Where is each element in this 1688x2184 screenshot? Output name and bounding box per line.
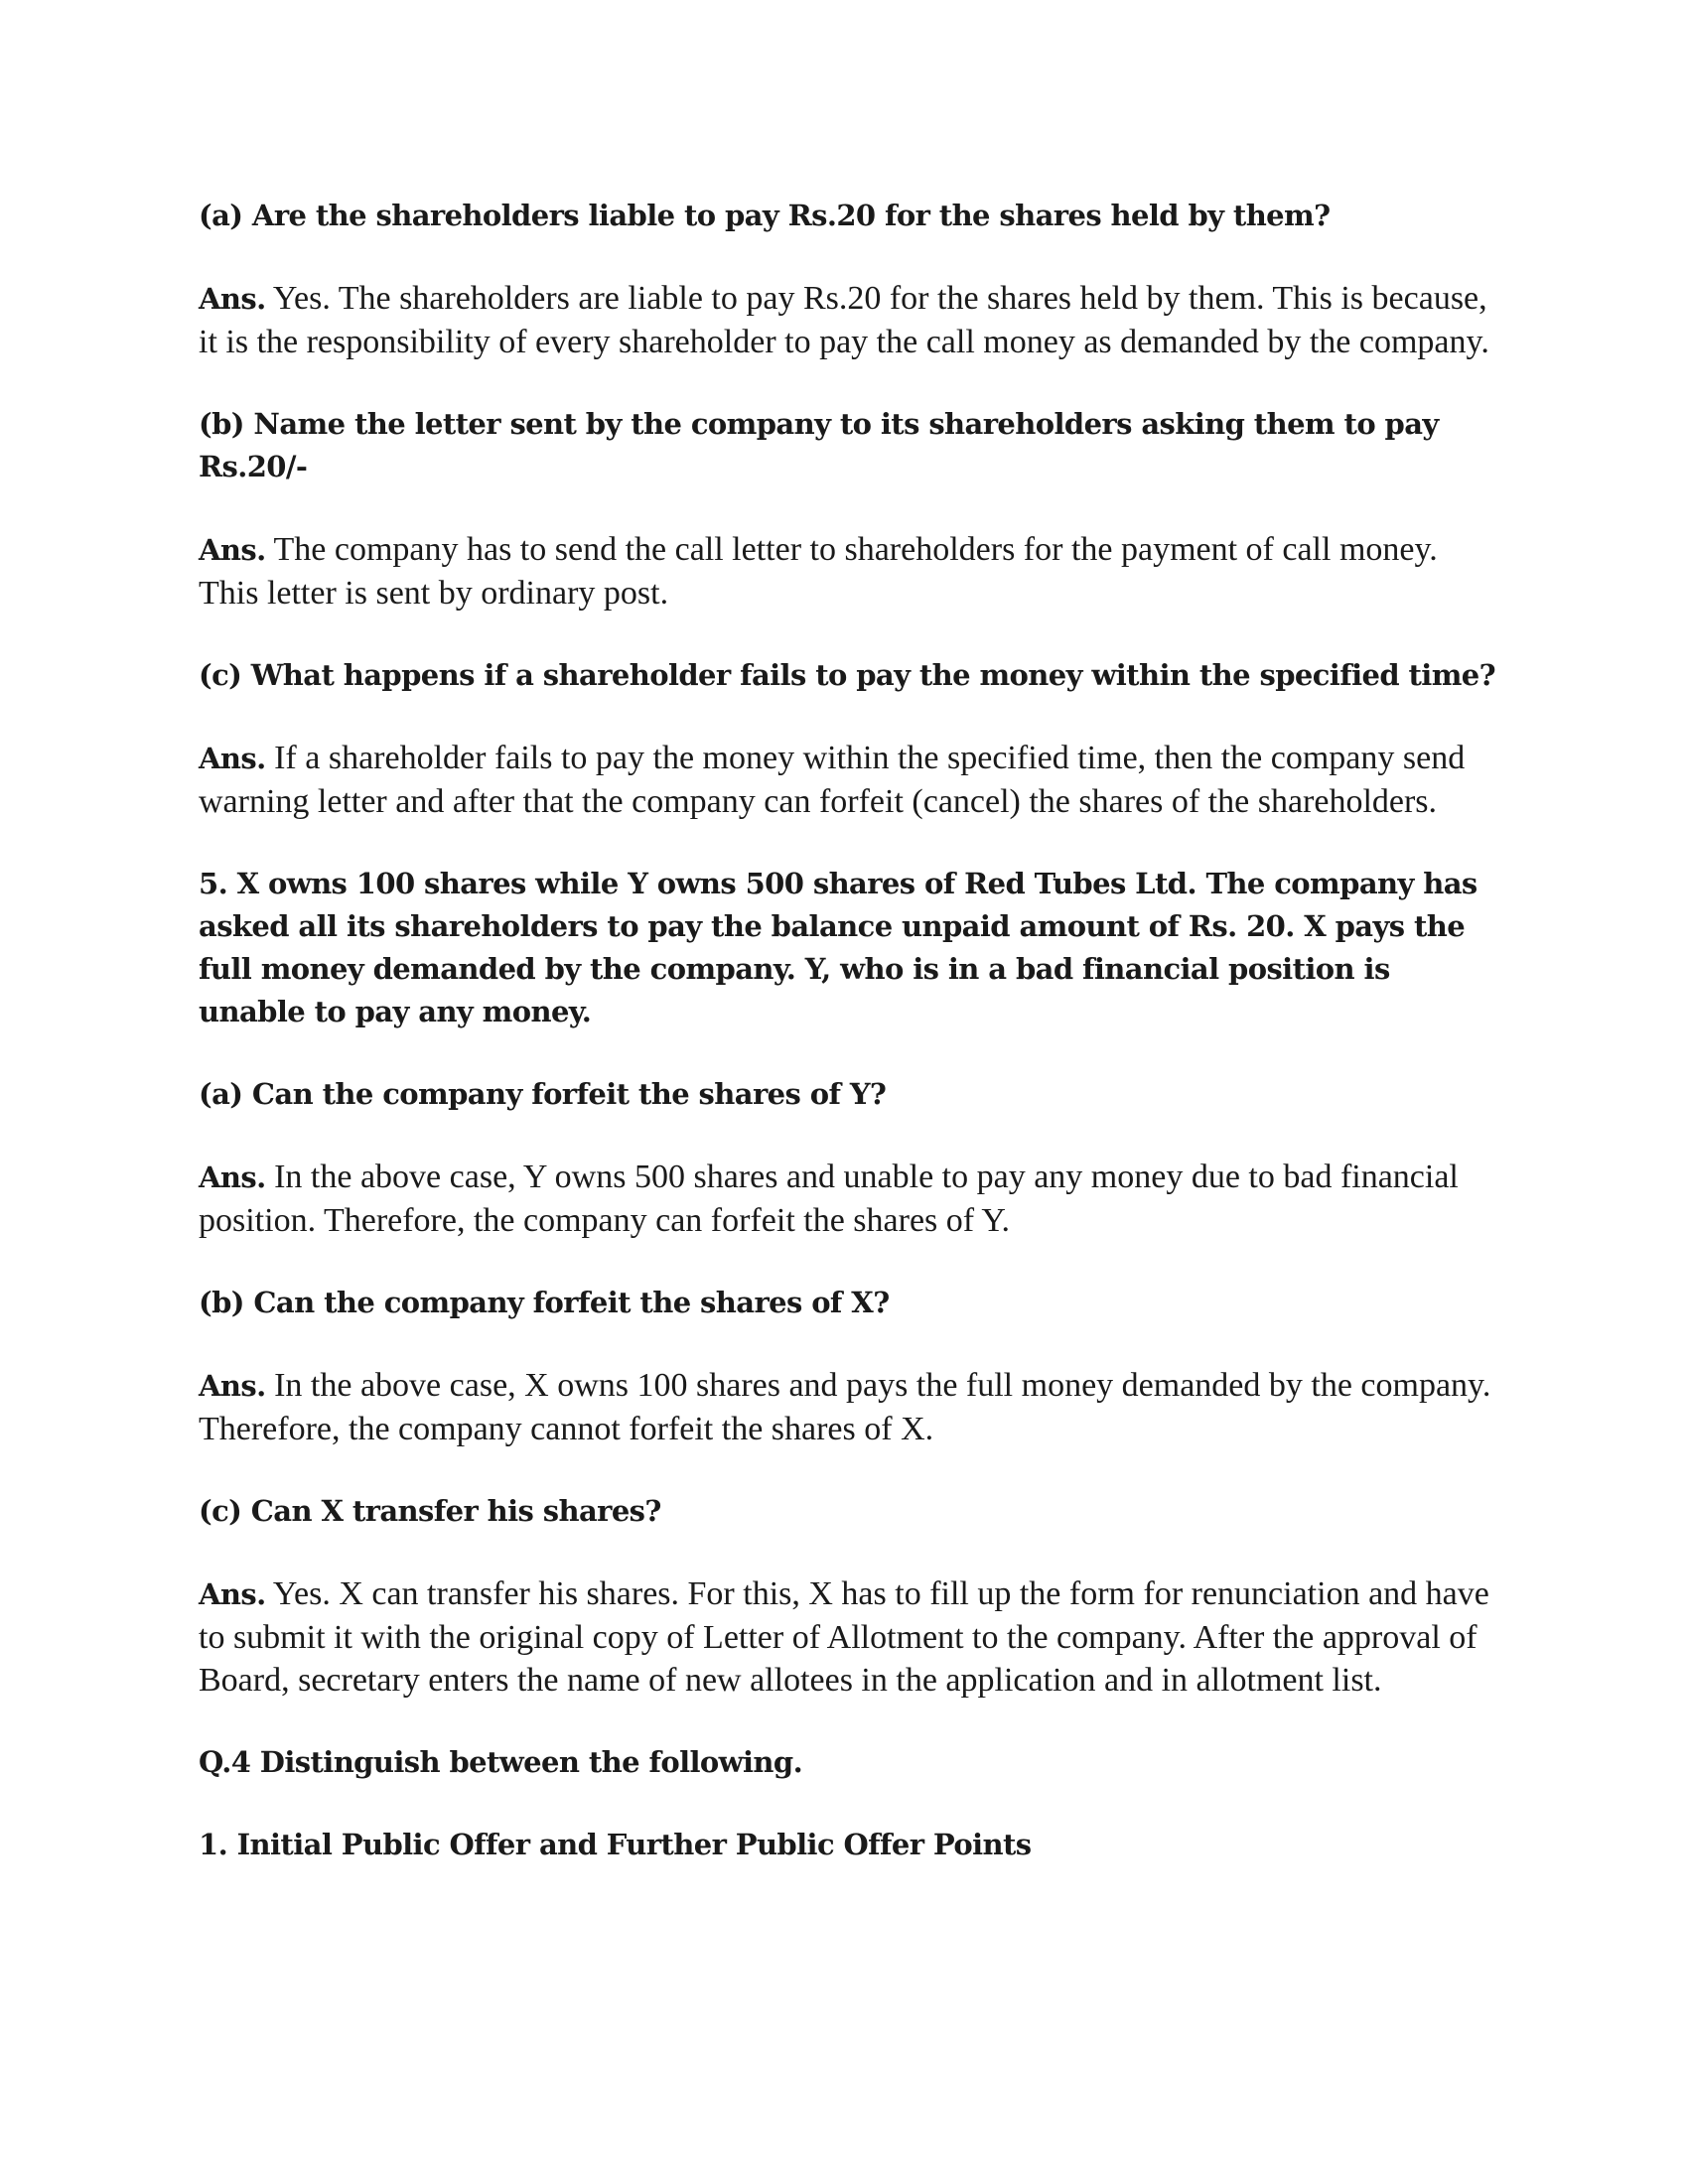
question-c-failure-to-pay: (c) What happens if a shareholder fails to pay the money within the specified time?: [199, 658, 1496, 692]
answer-b-forfeit-x: [199, 1364, 1499, 1450]
question-b-forfeit-x: (b) Can the company forfeit the shares of X?: [199, 1286, 890, 1319]
answer-a-forfeit-y: [199, 1156, 1499, 1242]
section-q4-heading: Q.4 Distinguish between the following.: [199, 1745, 803, 1779]
ans-label: Ans.: [199, 742, 266, 775]
subsection-ipo-fpo-heading: 1. Initial Public Offer and Further Public Offer Points: [199, 1828, 1032, 1861]
question-b-letter-name: (b) Name the letter sent by the company to its shareholders asking them to pay Rs.20/-: [199, 407, 1439, 483]
answer-text: If a shareholder fails to pay the money within the specified time, then the company send warning letter and after that the company can forfeit (cancel) the shares of the shareholders.: [199, 740, 1466, 820]
problem-5-statement: 5. X owns 100 shares while Y owns 500 shares of Red Tubes Ltd. The company has asked all its shareholders to pay the balance unpaid amount of Rs. 20. X pays the full money demanded by the company. Y, who is in a bad financial position is unable to pay any money.: [199, 867, 1477, 1028]
question-a-liability: (a) Are the shareholders liable to pay Rs.20 for the shares held by them?: [199, 199, 1331, 232]
ans-label: Ans.: [199, 1369, 266, 1403]
document-page: [199, 195, 1499, 1906]
ans-label: Ans.: [199, 533, 266, 567]
ans-label: Ans.: [199, 282, 266, 316]
answer-text: Yes. The shareholders are liable to pay Rs.20 for the shares held by them. This is because, it is the responsibility of every shareholder to pay the call money as demanded by the company.: [199, 280, 1489, 360]
answer-text: Yes. X can transfer his shares. For this, X has to fill up the form for renunciation and have to submit it with the original copy of Letter of Allotment to the company. After the approval of Board, secretary enters the name of new allotees in the application and in allotment list.: [199, 1575, 1489, 1699]
answer-b-letter-name: [199, 528, 1499, 614]
answer-c-failure-to-pay: [199, 737, 1499, 823]
ans-label: Ans.: [199, 1160, 266, 1194]
question-a-forfeit-y: (a) Can the company forfeit the shares of Y?: [199, 1077, 887, 1111]
ans-label: Ans.: [199, 1577, 266, 1611]
answer-text: The company has to send the call letter to shareholders for the payment of call money. This letter is sent by ordinary post.: [199, 531, 1438, 612]
answer-text: In the above case, X owns 100 shares and pays the full money demanded by the company. Therefore, the company cannot forfeit the shares of X.: [199, 1367, 1491, 1447]
question-c-transfer: (c) Can X transfer his shares?: [199, 1494, 661, 1528]
answer-c-transfer: [199, 1572, 1499, 1702]
answer-a-liability: [199, 277, 1499, 363]
answer-text: In the above case, Y owns 500 shares and unable to pay any money due to bad financial position. Therefore, the company can forfeit the shares of Y.: [199, 1159, 1459, 1239]
